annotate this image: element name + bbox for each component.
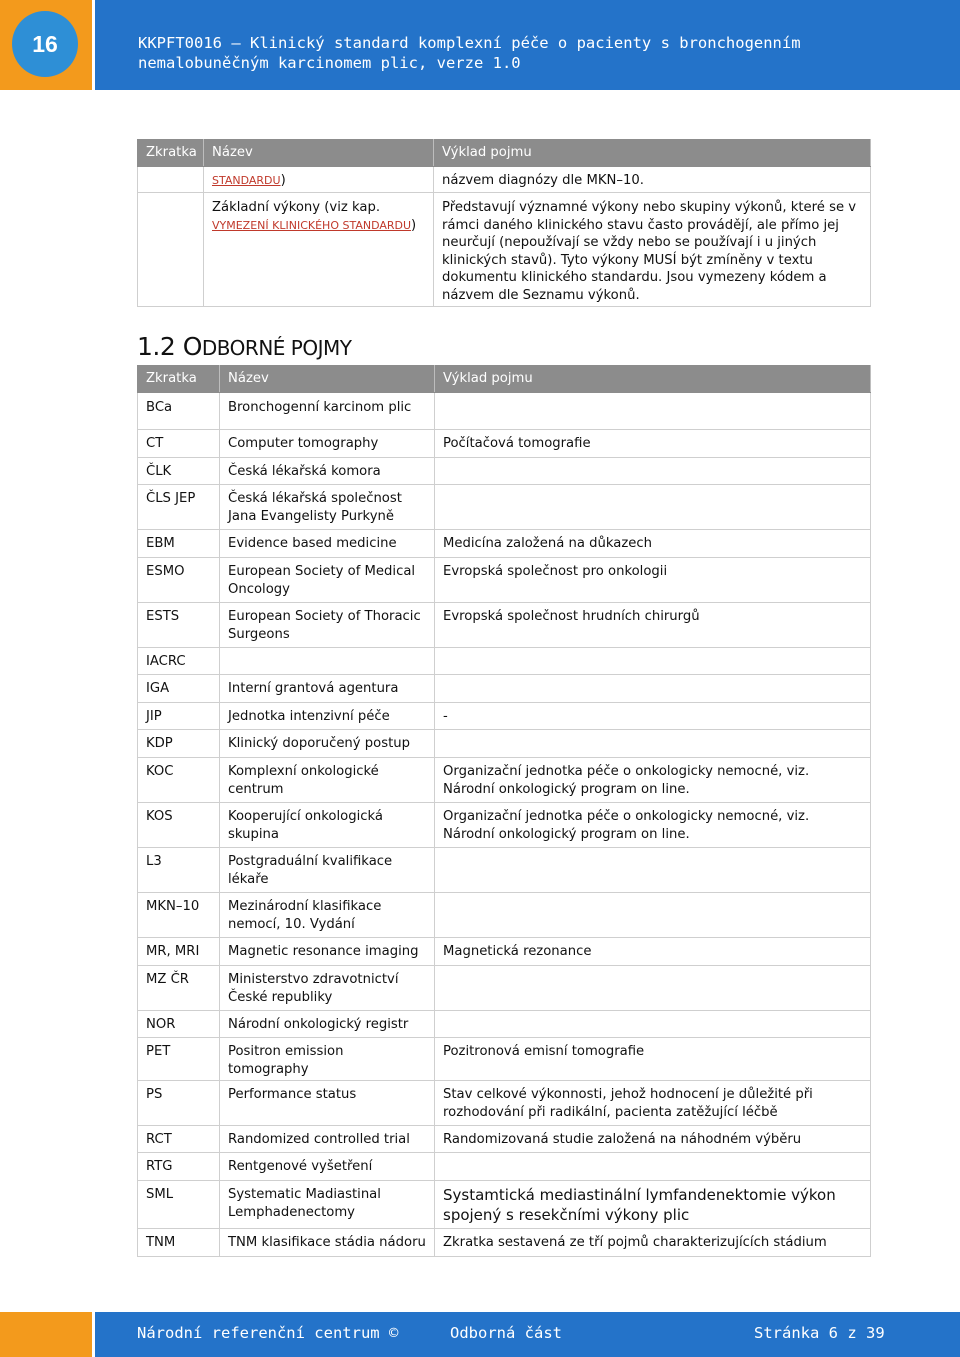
footer-section: Odborná část [450,1324,562,1342]
column-header-abbr: Zkratka [138,366,220,393]
term-abbreviation: KOS [138,803,220,848]
term-description: Organizační jednotka péče o onkologicky nemocné, viz. Národní onkologický program on line. [435,758,871,803]
column-header-desc: Výklad pojmu [435,366,871,393]
term-description: Evropská společnost pro onkologii [435,558,871,603]
term-description: Stav celkové výkonnosti, jehož hodnocení je důležité při rozhodování při radikální, pacienta zatěžující léčbě [435,1081,871,1126]
term-description [435,1011,871,1038]
term-abbreviation: RTG [138,1153,220,1181]
table-row [138,530,871,558]
page-number-badge: 16 [12,11,78,77]
term-description: Pozitronová emisní tomografie [435,1038,871,1081]
term-abbreviation: BCa [138,393,220,430]
term-description [435,675,871,703]
term-abbreviation: EBM [138,530,220,558]
term-name: Základní výkony (viz kap. VYMEZENÍ KLINICKÉHO STANDARDU) [204,193,434,307]
term-name: Randomized controlled trial [220,1126,435,1153]
footer-page-count: Stránka 6 z 39 [754,1324,885,1342]
section-heading: 1.2 ODBORNÉ POJMY [137,332,352,361]
table-row [138,1038,871,1081]
term-abbreviation: PET [138,1038,220,1081]
term-name: Ministerstvo zdravotnictví České republiky [220,966,435,1011]
table-row [138,938,871,966]
term-description: Randomizovaná studie založená na náhodném výběru [435,1126,871,1153]
table-row [138,167,871,193]
table-row [138,966,871,1011]
term-abbreviation: MR, MRI [138,938,220,966]
table-row [138,848,871,893]
page-footer [0,1312,960,1357]
term-description: Systamtická mediastinální lymfandenektomie výkon spojený s resekčními výkony plic [435,1181,871,1229]
table-row [138,430,871,458]
table-row [138,1081,871,1126]
term-description [435,966,871,1011]
table-row [138,758,871,803]
term-abbreviation: L3 [138,848,220,893]
term-name [220,648,435,675]
term-abbreviation: IGA [138,675,220,703]
table-row [138,1181,871,1229]
table-row [138,730,871,758]
term-abbreviation: KDP [138,730,220,758]
term-description [435,648,871,675]
table-row [138,485,871,530]
standard-link[interactable]: STANDARDU [212,174,281,187]
column-header-desc: Výklad pojmu [434,140,871,167]
term-abbreviation: ESTS [138,603,220,648]
term-description: Počítačová tomografie [435,430,871,458]
page-header [0,0,960,90]
term-name: Česká lékařská společnost Jana Evangelisty Purkyně [220,485,435,530]
table-row [138,603,871,648]
table-row [138,193,871,307]
term-abbreviation: SML [138,1181,220,1229]
term-name: Positron emission tomography [220,1038,435,1081]
term-description [435,848,871,893]
term-name: Česká lékařská komora [220,458,435,485]
term-name: Postgraduální kvalifikace lékaře [220,848,435,893]
term-desc: Představují významné výkony nebo skupiny výkonů, které se v rámci daného klinického stavu často provádějí, ale přímo jej neurčují (nepoužívají se vždy nebo se používají i u jiných klinických stavů). Tyto výkony MUSÍ být zmíněny v textu dokumentu klinického standardu. Jsou vymezeny kódem a názvem dle Seznamu výkonů. [434,193,871,307]
professional-terms-table [137,365,871,1257]
term-description [435,730,871,758]
term-description: - [435,703,871,730]
term-description [435,393,871,430]
table-row [138,558,871,603]
term-name: Jednotka intenzivní péče [220,703,435,730]
term-name: Mezinárodní klasifikace nemocí, 10. Vydání [220,893,435,938]
term-name: Systematic Madiastinal Lemphadenectomy [220,1181,435,1229]
term-abbreviation: JIP [138,703,220,730]
table-row [138,393,871,430]
term-name: STANDARDU) [204,167,434,193]
term-description: Zkratka sestavená ze tří pojmů charakterizujících stádium [435,1229,871,1257]
term-name: Národní onkologický registr [220,1011,435,1038]
term-description [435,1153,871,1181]
term-abbreviation: NOR [138,1011,220,1038]
term-abbreviation: RCT [138,1126,220,1153]
term-abbreviation: TNM [138,1229,220,1257]
column-header-abbr: Zkratka [138,140,204,167]
column-header-name: Název [220,366,435,393]
term-description: Medicína založená na důkazech [435,530,871,558]
term-description [435,458,871,485]
page-number-block [0,0,92,90]
table-row [138,1153,871,1181]
term-name: European Society of Thoracic Surgeons [220,603,435,648]
term-abbreviation: MKN–10 [138,893,220,938]
term-desc: názvem diagnózy dle MKN–10. [434,167,871,193]
column-header-name: Název [204,140,434,167]
table-row [138,648,871,675]
term-abbreviation: MZ ČR [138,966,220,1011]
document-title-line2: nemalobuněčným karcinomem plic, verze 1.0 [138,54,521,72]
term-name: Bronchogenní karcinom plic [220,393,435,430]
term-abbreviation: PS [138,1081,220,1126]
document-title-line1: KKPFT0016 – Klinický standard komplexní péče o pacienty s bronchogenním [138,34,801,52]
term-name: Komplexní onkologické centrum [220,758,435,803]
table-row [138,893,871,938]
term-abbreviation: IACRC [138,648,220,675]
term-name: European Society of Medical Oncology [220,558,435,603]
term-description [435,893,871,938]
term-name: Klinický doporučený postup [220,730,435,758]
definitions-table-continued [137,139,871,307]
term-name: Interní grantová agentura [220,675,435,703]
table-row [138,1011,871,1038]
term-name: Rentgenové vyšetření [220,1153,435,1181]
term-abbreviation: ČLK [138,458,220,485]
term-description: Organizační jednotka péče o onkologicky nemocné, viz. Národní onkologický program on line. [435,803,871,848]
table-row [138,458,871,485]
table-header-row [138,366,871,393]
term-name: TNM klasifikace stádia nádoru [220,1229,435,1257]
term-name: Computer tomography [220,430,435,458]
table-row [138,703,871,730]
table-row [138,803,871,848]
footer-organization: Národní referenční centrum © [137,1324,399,1342]
table-header-row [138,140,871,167]
term-description: Evropská společnost hrudních chirurgů [435,603,871,648]
term-name: Evidence based medicine [220,530,435,558]
table-row [138,1126,871,1153]
scope-link[interactable]: VYMEZENÍ KLINICKÉHO STANDARDU [212,218,412,232]
term-abbreviation: ČLS JEP [138,485,220,530]
term-name: Performance status [220,1081,435,1126]
term-name: Magnetic resonance imaging [220,938,435,966]
term-abbreviation: ESMO [138,558,220,603]
table-row [138,675,871,703]
section-number: 1.2 [137,332,176,361]
table-row [138,1229,871,1257]
term-description: Magnetická rezonance [435,938,871,966]
term-abbreviation: CT [138,430,220,458]
document-title [95,0,960,90]
term-description [435,485,871,530]
term-abbreviation: KOC [138,758,220,803]
term-name: Kooperující onkologická skupina [220,803,435,848]
